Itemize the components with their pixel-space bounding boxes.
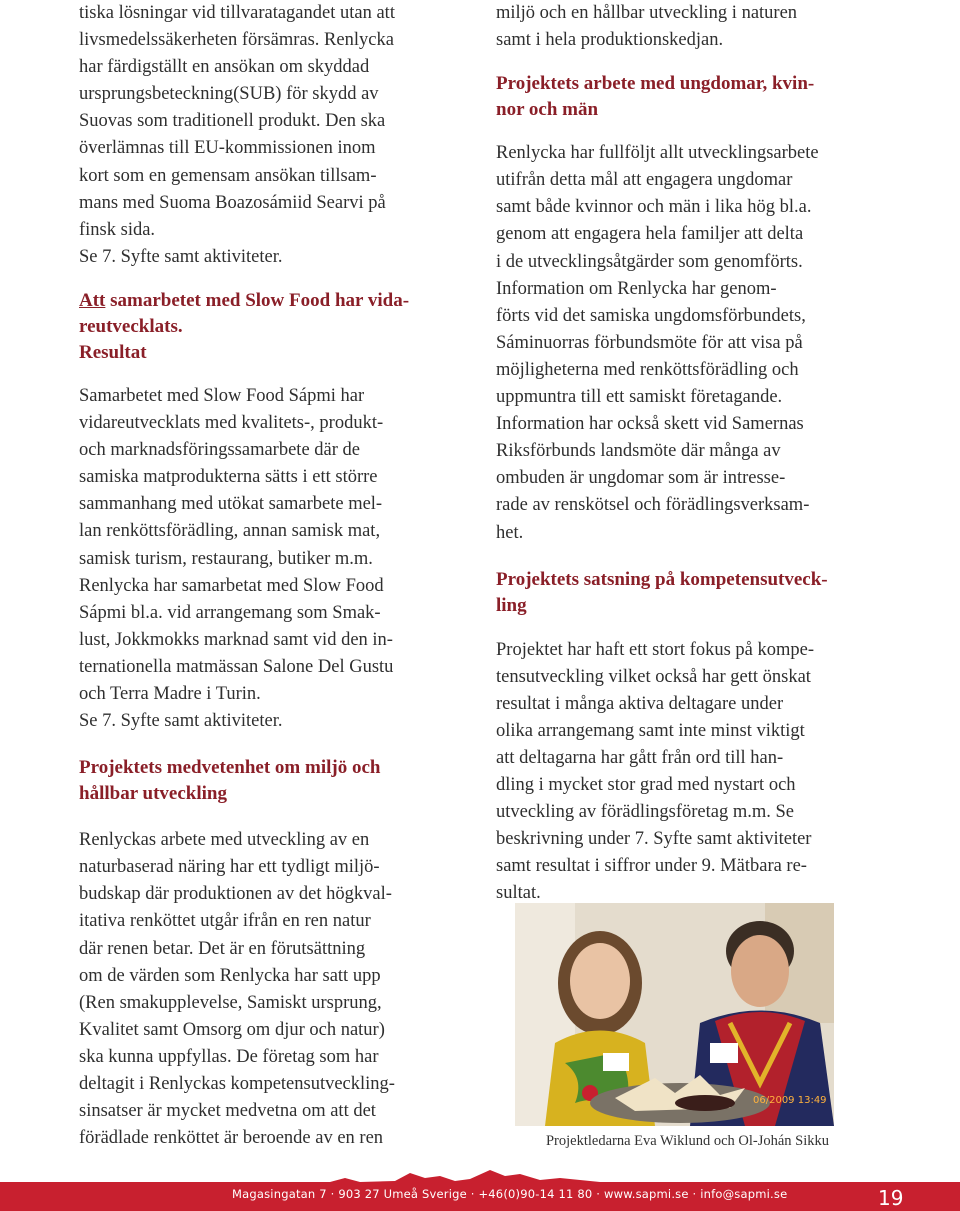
right-paragraph-continuation: miljö och en hållbar utveckling i naturen samt i hela produktionskedjan. (496, 3, 798, 51)
photo-timestamp: 06/2009 13:49 (753, 1095, 827, 1106)
left-paragraph-environment: Renlyckas arbete med utveckling av en naturbaserad näring har ett tydligt miljö- budskap där produktionen av det högkval- itativa renköttet utgår ifrån en ren natur där renen betar. Det är en förutsättning om de värden som Renlycka har satt upp (Ren smakupplevelse, Samiskt ursprung, Kvalitet samt Omsorg om djur och natur) ska kunna uppfyllas. De företag som har deltagit i Renlyckas kompetensutveckling- sinsatser är mycket medvetna om att det förädlade renköttet är beroende av en ren (79, 830, 395, 1149)
left-column (79, 0, 474, 1152)
page-number: 19 (878, 1186, 904, 1210)
heading-environment: Projektets medvetenhet om miljö och hållbar utveckling (79, 757, 381, 805)
left-paragraph-slow-food: Samarbetet med Slow Food Sápmi har vidareutvecklats med kvalitets-, produkt- och marknadsföringssamarbete där de samiska matprodukterna sätts i ett större sammanhang med utökat samarbete mel- lan renköttsförädling, annan samisk mat, samisk turism, restaurang, butiker m.m. Renlycka har samarbetat med Slow Food Sápmi bl.a. vid arrangemang som Smak- lust, Jokkmokks marknad samt vid den in- ternationella matmässan Salone Del Gustu och Terra Madre i Turin. Se 7. Syfte samt aktiviteter. (79, 385, 394, 732)
left-paragraph-ref-1: Se 7. Syfte samt aktiviteter. (79, 246, 283, 267)
right-paragraph-competence: Projektet har haft ett stort fokus på kompe- tensutveckling vilket också har gett önskat resultat i många aktiva deltagare under olika arrangemang samt inte minst viktigt att deltagarna har gått från ord till han- dling i mycket stor grad med nystart och utveckling av förädlingsföretag m.m. Se beskrivning under 7. Syfte samt aktiviteter samt resultat i siffror under 9. Mätbara re- sultat. (496, 639, 815, 904)
right-paragraph-youth: Renlycka har fullföljt allt utvecklingsarbete utifrån detta mål att engagera ungdomar samt både kvinnor och män i lika hög bl.a. genom att engagera hela familjer att delta i de utvecklingsåtgärder som genomförts. Information om Renlycka har genom- förts vid det samiska ungdomsförbundets, Sáminuorras förbundsmöte för att visa på möjligheterna med renköttsförädling och uppmuntra till ett samiskt företagande. Information har också skett vid Samernas Riksförbunds landsmöte där många av ombuden är ungdomar som är intresse- rade av renskötsel och förädlingsverksam- het. (496, 143, 819, 543)
heading-competence: Projektets satsning på kompetensutveck- ling (496, 568, 828, 616)
right-column (496, 0, 896, 908)
heading-slow-food-underlined: Att (79, 289, 106, 311)
footer-contact: Magasingatan 7 · 903 27 Umeå Sverige · +46(0)90-14 11 80 · www.sapmi.se · info@sapmi.se (232, 1187, 788, 1201)
heading-slow-food-rest: samarbetet med Slow Food har vida- reutvecklats. (79, 289, 410, 337)
photo-project-leaders (515, 903, 834, 1126)
photo-illustration (515, 903, 834, 1126)
photo-caption: Projektledarna Eva Wiklund och Ol-Johán Sikku (545, 1133, 830, 1149)
heading-slow-food (79, 288, 474, 340)
left-paragraph-sub-application: tiska lösningar vid tillvaratagandet utan att livsmedelssäkerheten försämras. Renlycka har färdigställt en ansökan om skyddad ursprungsbeteckning(SUB) för skydd av Suovas som traditionell produkt. Den ska överlämnas till EU-kommissionen inom kort som en gemensam ansökan tillsam- mans med Suoma Boazosámiid Searvi på finsk sida. (79, 3, 395, 240)
heading-resultat: Resultat (79, 341, 147, 363)
heading-youth-women-men: Projektets arbete med ungdomar, kvin- nor och män (496, 73, 815, 121)
